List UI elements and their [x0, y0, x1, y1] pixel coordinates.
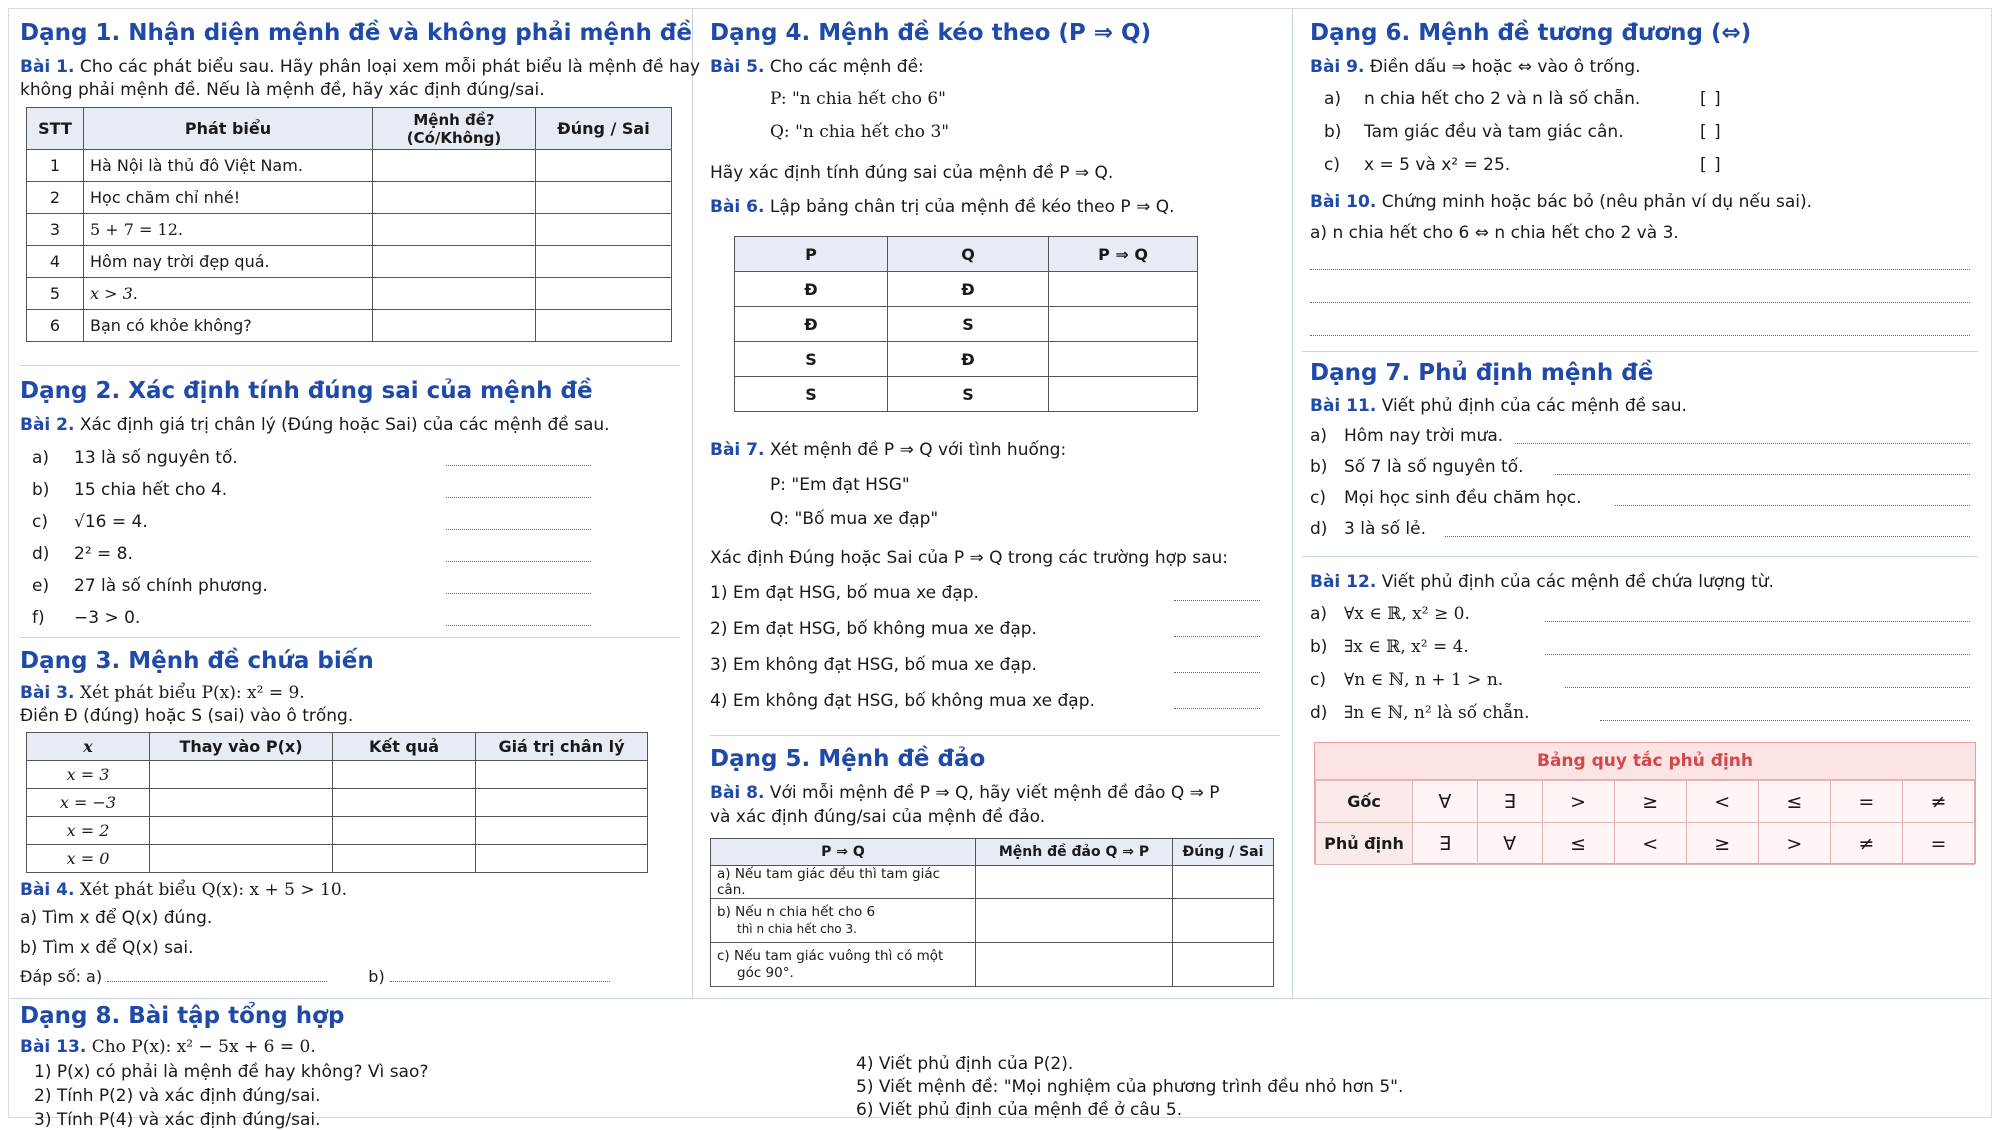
bai2-label: Bài 2. [20, 415, 75, 435]
bai7-p: P: "Em đạt HSG" [770, 475, 910, 495]
cell-x: x = 0 [27, 845, 150, 873]
bai3-header-substitute: Thay vào P(x) [150, 733, 333, 761]
bai3-text: Xét phát biểu P(x): x² = 9. [79, 683, 305, 703]
bai11-text: Viết phủ định của các mệnh đề sau. [1381, 396, 1687, 416]
section-title-d1: Dạng 1. Nhận diện mệnh đề và không phải mệnh đề [20, 20, 692, 46]
rules-symbol: ≤ [1542, 823, 1614, 865]
bai13-item-1: 1) P(x) có phải là mệnh đề hay không? Vì sao? [34, 1062, 429, 1082]
cell-input[interactable] [1173, 866, 1274, 899]
cell-input[interactable] [373, 278, 536, 310]
cell-stt: 6 [27, 310, 84, 342]
bai3-label: Bài 3. [20, 683, 75, 703]
cell-p: S [735, 377, 888, 412]
item-text: n chia hết cho 2 và n là số chẵn. [1364, 89, 1641, 109]
cell-input[interactable] [536, 278, 672, 310]
bottom-divider [10, 998, 1990, 999]
converse-row-c-cont: góc 90°. [737, 964, 794, 981]
section-title-d6: Dạng 6. Mệnh đề tương đương (⇔) [1310, 20, 1752, 46]
bai8-text-2: và xác định đúng/sai của mệnh đề đảo. [710, 807, 1046, 827]
cell-input[interactable] [373, 214, 536, 246]
case-text: 2) Em đạt HSG, bố không mua xe đạp. [710, 619, 1037, 639]
item-text: −3 > 0. [74, 608, 141, 628]
table-row [27, 761, 648, 789]
item-text: x = 5 và x² = 25. [1364, 155, 1511, 175]
rules-title: Bảng quy tắc phủ định [1315, 743, 1975, 780]
rules-symbol: ∃ [1477, 781, 1542, 823]
answer-bracket[interactable]: [ ] [1700, 122, 1722, 142]
rules-symbol: < [1614, 823, 1686, 865]
answer-field[interactable] [446, 592, 591, 594]
rules-label-original: Gốc [1316, 781, 1413, 823]
cell-input[interactable] [333, 761, 476, 789]
answer-line[interactable] [1565, 686, 1970, 688]
item-text: √16 = 4. [74, 512, 148, 532]
item-marker: c) [1310, 488, 1326, 508]
bai7-label: Bài 7. [710, 440, 765, 460]
answer-line[interactable] [1310, 268, 1970, 270]
item-marker: a) [1310, 604, 1328, 624]
bai4-text: Xét phát biểu Q(x): x + 5 > 10. [79, 880, 348, 900]
item-text: Hôm nay trời mưa. [1344, 426, 1504, 446]
section-title-d4: Dạng 4. Mệnh đề kéo theo (P ⇒ Q) [710, 20, 1152, 46]
cell-input[interactable] [373, 246, 536, 278]
cell-p: Đ [735, 272, 888, 307]
bai1-label: Bài 1. [20, 57, 75, 77]
item-marker: c) [1324, 155, 1340, 175]
case-text: 1) Em đạt HSG, bố mua xe đạp. [710, 583, 979, 603]
answer-field[interactable] [446, 464, 591, 466]
answer-field[interactable] [1174, 599, 1260, 601]
item-text: 15 chia hết cho 4. [74, 480, 228, 500]
rules-symbol: ≠ [1902, 781, 1974, 823]
item-marker: a) [1310, 426, 1328, 446]
cell-input[interactable] [1173, 943, 1274, 987]
case-text: 3) Em không đạt HSG, bố mua xe đạp. [710, 655, 1037, 675]
rules-symbol: ≠ [1830, 823, 1902, 865]
converse-row-a: a) Nếu tam giác đều thì tam giác cân. [717, 866, 941, 898]
cell-input[interactable] [150, 845, 333, 873]
item-text: ∃x ∈ ℝ, x² = 4. [1344, 637, 1469, 657]
cell-stt: 1 [27, 150, 84, 182]
cell-q: Đ [888, 272, 1049, 307]
cell-input[interactable] [536, 214, 672, 246]
cell-input[interactable] [476, 789, 648, 817]
converse-row-b-cont: thì n chia hết cho 3. [737, 921, 857, 936]
bai13-item-2: 2) Tính P(2) và xác định đúng/sai. [34, 1086, 321, 1106]
item-text: 3 là số lẻ. [1344, 519, 1427, 539]
item-text: 27 là số chính phương. [74, 576, 268, 596]
divider [1302, 556, 1978, 557]
cell-input[interactable] [333, 817, 476, 845]
cell-x: x = 2 [27, 817, 150, 845]
bai6-label: Bài 6. [710, 197, 765, 217]
item-marker: b) [1310, 457, 1328, 477]
table-row [711, 899, 1274, 943]
item-text: Số 7 là số nguyên tố. [1344, 457, 1524, 477]
bai8-label: Bài 8. [710, 783, 765, 803]
rules-symbol: ∀ [1477, 823, 1542, 865]
cell-stt: 4 [27, 246, 84, 278]
answer-label: Đáp số: a) [20, 967, 103, 986]
bai13-text: Cho P(x): x² − 5x + 6 = 0. [91, 1037, 316, 1057]
section-title-d7: Dạng 7. Phủ định mệnh đề [1310, 360, 1654, 386]
item-text: Mọi học sinh đều chăm học. [1344, 488, 1582, 508]
table-row [711, 866, 1274, 899]
cell-q: S [888, 377, 1049, 412]
cell-input[interactable] [536, 310, 672, 342]
bai7-question: Xác định Đúng hoặc Sai của P ⇒ Q trong các trường hợp sau: [710, 548, 1229, 568]
cell-statement: 5 + 7 = 12. [84, 214, 373, 246]
answer-line[interactable] [1600, 719, 1970, 721]
item-marker: d) [1310, 519, 1328, 539]
bai10-text: Chứng minh hoặc bác bỏ (nêu phản ví dụ nếu sai). [1381, 192, 1813, 212]
table-row [27, 789, 648, 817]
cell-p: S [735, 342, 888, 377]
bai7-q: Q: "Bố mua xe đạp" [770, 509, 939, 529]
cell-stt: 2 [27, 182, 84, 214]
rules-row-negation [1316, 823, 1975, 865]
truth-header-q: Q [888, 237, 1049, 272]
cell-x: x = −3 [27, 789, 150, 817]
table-row [735, 377, 1198, 412]
bai12-text: Viết phủ định của các mệnh đề chứa lượng từ. [1381, 572, 1774, 592]
item-marker: e) [32, 576, 50, 596]
answer-line[interactable] [1515, 442, 1970, 444]
cell-statement: Hôm nay trời đẹp quá. [84, 246, 373, 278]
rules-symbol: ≥ [1614, 781, 1686, 823]
case-text: 4) Em không đạt HSG, bố không mua xe đạp. [710, 691, 1095, 711]
cell-x: x = 3 [27, 761, 150, 789]
converse-header-qp: Mệnh đề đảo Q ⇒ P [976, 839, 1173, 866]
answer-bracket[interactable]: [ ] [1700, 89, 1722, 109]
item-text: ∀n ∈ ℕ, n + 1 > n. [1344, 670, 1504, 690]
bai11-label: Bài 11. [1310, 396, 1377, 416]
divider [20, 637, 680, 638]
item-text: 2² = 8. [74, 544, 133, 564]
converse-table [710, 838, 1274, 987]
bai3-header-truth: Giá trị chân lý [476, 733, 648, 761]
truth-header-pq: P ⇒ Q [1049, 237, 1198, 272]
cell-input[interactable] [476, 845, 648, 873]
table-row [27, 150, 672, 182]
bai1-table [26, 107, 672, 342]
bai12-label: Bài 12. [1310, 572, 1377, 592]
table-row [27, 845, 648, 873]
table-row [27, 246, 672, 278]
rules-symbol: > [1758, 823, 1830, 865]
table-row [735, 307, 1198, 342]
cell-q: Đ [888, 342, 1049, 377]
divider [1302, 351, 1978, 352]
item-marker: a) [1324, 89, 1342, 109]
table-row [711, 943, 1274, 987]
answer-field[interactable] [446, 528, 591, 530]
bai1-text-1: Cho các phát biểu sau. Hãy phân loại xem mỗi phát biểu là mệnh đề hay [79, 57, 701, 77]
converse-header-pq: P ⇒ Q [711, 839, 976, 866]
cell-input[interactable] [1049, 342, 1198, 377]
cell-input[interactable] [536, 182, 672, 214]
answer-line[interactable] [1310, 301, 1970, 303]
bai1-header-stt: STT [27, 108, 84, 150]
section-title-d8: Dạng 8. Bài tập tổng hợp [20, 1003, 345, 1029]
cell-statement: Học chăm chỉ nhé! [84, 182, 373, 214]
rules-row-original [1316, 781, 1975, 823]
answer-b-field[interactable] [390, 967, 610, 982]
answer-field[interactable] [446, 496, 591, 498]
answer-line[interactable] [1615, 504, 1970, 506]
answer-b-label: b) [368, 967, 385, 986]
rules-label-negation: Phủ định [1316, 823, 1413, 865]
bai8-text-1: Với mỗi mệnh đề P ⇒ Q, hãy viết mệnh đề đảo Q ⇒ P [769, 783, 1220, 803]
table-row [27, 214, 672, 246]
bai3-header-x: x [27, 733, 150, 761]
column-divider-1 [692, 8, 693, 998]
cell-statement: Bạn có khỏe không? [84, 310, 373, 342]
section-title-d5: Dạng 5. Mệnh đề đảo [710, 746, 986, 772]
cell-stt: 3 [27, 214, 84, 246]
answer-field[interactable] [446, 624, 591, 626]
item-text: ∃n ∈ ℕ, n² là số chẵn. [1344, 703, 1530, 723]
table-row [27, 182, 672, 214]
cell-input[interactable] [976, 899, 1173, 943]
converse-row-b: b) Nếu n chia hết cho 6 [717, 903, 876, 920]
rules-table [1315, 780, 1975, 865]
table-row [27, 817, 648, 845]
section-title-d2: Dạng 2. Xác định tính đúng sai của mệnh đề [20, 378, 593, 404]
cell-input[interactable] [373, 150, 536, 182]
bai6-text: Lập bảng chân trị của mệnh đề kéo theo P ⇒ Q. [769, 197, 1175, 217]
converse-row-c: c) Nếu tam giác vuông thì có một [717, 947, 944, 964]
cell-stt: 5 [27, 278, 84, 310]
cell-input[interactable] [150, 789, 333, 817]
bai5-label: Bài 5. [710, 57, 765, 77]
bai13-label: Bài 13. [20, 1037, 87, 1057]
cell-input[interactable] [536, 246, 672, 278]
answer-field[interactable] [1174, 707, 1260, 709]
cell-p: Đ [735, 307, 888, 342]
bai5-p: P: "n chia hết cho 6" [770, 89, 946, 109]
bai3-header-result: Kết quả [333, 733, 476, 761]
item-marker: d) [32, 544, 50, 564]
rules-symbol: = [1902, 823, 1974, 865]
bai4-b: b) Tìm x để Q(x) sai. [20, 938, 194, 958]
bai5-q: Q: "n chia hết cho 3" [770, 122, 950, 142]
bai10-a: a) n chia hết cho 6 ⇔ n chia hết cho 2 và 3. [1310, 223, 1679, 243]
answer-field[interactable] [1174, 635, 1260, 637]
rules-symbol: > [1542, 781, 1614, 823]
item-marker: a) [32, 448, 50, 468]
rules-symbol: = [1830, 781, 1902, 823]
truth-header-p: P [735, 237, 888, 272]
item-text: Tam giác đều và tam giác cân. [1364, 122, 1624, 142]
column-divider-2 [1292, 8, 1293, 998]
bai13-item-6: 6) Viết phủ định của mệnh đề ở câu 5. [856, 1100, 1183, 1120]
answer-line[interactable] [1545, 653, 1970, 655]
table-row [27, 310, 672, 342]
bai4-label: Bài 4. [20, 880, 75, 900]
cell-q: S [888, 307, 1049, 342]
divider [710, 735, 1280, 736]
table-row [735, 272, 1198, 307]
cell-input[interactable] [373, 310, 536, 342]
answer-line[interactable] [1310, 334, 1970, 336]
bai13-item-3: 3) Tính P(4) và xác định đúng/sai. [34, 1110, 321, 1130]
answer-field[interactable] [1174, 671, 1260, 673]
rules-symbol: ∃ [1413, 823, 1478, 865]
section-d8 [20, 1003, 344, 1029]
answer-line[interactable] [1545, 620, 1970, 622]
section-title-d3: Dạng 3. Mệnh đề chứa biến [20, 648, 374, 674]
cell-statement: x > 3. [84, 278, 373, 310]
rules-symbol: ∀ [1413, 781, 1478, 823]
bai1-header-proposition: Mệnh đề? (Có/Không) [373, 108, 536, 150]
rules-symbol: ≤ [1758, 781, 1830, 823]
cell-input[interactable] [1173, 899, 1274, 943]
cell-statement: Hà Nội là thủ đô Việt Nam. [84, 150, 373, 182]
cell-input[interactable] [333, 789, 476, 817]
bai13-item-4: 4) Viết phủ định của P(2). [856, 1054, 1074, 1074]
divider [20, 365, 680, 366]
item-text: 13 là số nguyên tố. [74, 448, 238, 468]
bai1-header-statement: Phát biểu [84, 108, 373, 150]
item-marker: f) [32, 608, 45, 628]
cell-input[interactable] [476, 761, 648, 789]
item-marker: b) [32, 480, 50, 500]
bai10-label: Bài 10. [1310, 192, 1377, 212]
bai1-text-2: không phải mệnh đề. Nếu là mệnh đề, hãy xác định đúng/sai. [20, 80, 545, 100]
bai2-text: Xác định giá trị chân lý (Đúng hoặc Sai) của các mệnh đề sau. [79, 415, 610, 435]
converse-header-truth: Đúng / Sai [1173, 839, 1274, 866]
cell-input[interactable] [333, 845, 476, 873]
item-marker: b) [1324, 122, 1342, 142]
item-marker: c) [32, 512, 48, 532]
cell-input[interactable] [976, 943, 1173, 987]
table-row [735, 342, 1198, 377]
truth-table [734, 236, 1198, 412]
bai1-header-truth: Đúng / Sai [536, 108, 672, 150]
cell-input[interactable] [150, 761, 333, 789]
table-row [27, 278, 672, 310]
cell-input[interactable] [150, 817, 333, 845]
bai9-text: Điền dấu ⇒ hoặc ⇔ vào ô trống. [1369, 57, 1641, 77]
rules-symbol: ≥ [1686, 823, 1758, 865]
bai4-a: a) Tìm x để Q(x) đúng. [20, 908, 213, 928]
item-marker: b) [1310, 637, 1328, 657]
cell-input[interactable] [373, 182, 536, 214]
cell-input[interactable] [476, 817, 648, 845]
answer-line[interactable] [1555, 473, 1970, 475]
answer-a-field[interactable] [107, 967, 327, 982]
bai3-note: Điền Đ (đúng) hoặc S (sai) vào ô trống. [20, 706, 354, 726]
bai9-label: Bài 9. [1310, 57, 1365, 77]
bai13-item-5: 5) Viết mệnh đề: "Mọi nghiệm của phương trình đều nhỏ hơn 5". [856, 1077, 1404, 1097]
answer-field[interactable] [446, 560, 591, 562]
bai7-text: Xét mệnh đề P ⇒ Q với tình huống: [769, 440, 1067, 460]
item-marker: c) [1310, 670, 1326, 690]
rules-symbol: < [1686, 781, 1758, 823]
cell-input[interactable] [1049, 272, 1198, 307]
answer-bracket[interactable]: [ ] [1700, 155, 1722, 175]
bai5-text: Cho các mệnh đề: [769, 57, 924, 77]
negation-rules-box [1314, 742, 1976, 864]
bai5-question: Hãy xác định tính đúng sai của mệnh đề P ⇒ Q. [710, 163, 1114, 183]
item-text: ∀x ∈ ℝ, x² ≥ 0. [1344, 604, 1470, 624]
bai3-table [26, 732, 648, 873]
cell-input[interactable] [536, 150, 672, 182]
item-marker: d) [1310, 703, 1328, 723]
cell-input[interactable] [976, 866, 1173, 899]
answer-line[interactable] [1445, 535, 1970, 537]
cell-input[interactable] [1049, 377, 1198, 412]
cell-input[interactable] [1049, 307, 1198, 342]
